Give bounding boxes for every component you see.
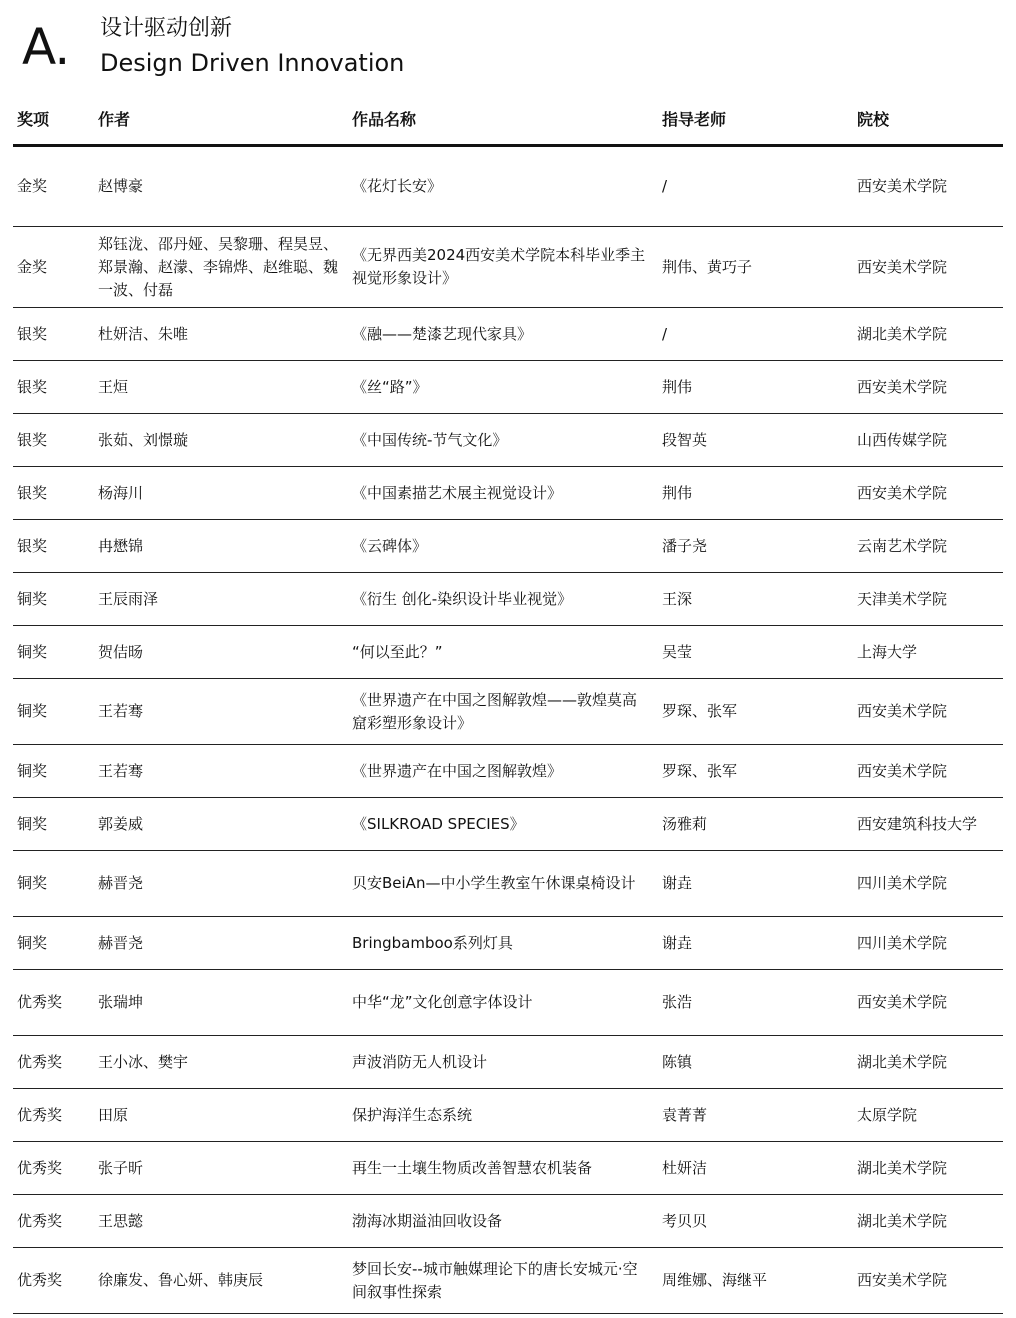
cell-school: 四川美术学院 [853, 917, 1003, 970]
cell-tutor: / [658, 308, 853, 361]
cell-award: 银奖 [13, 361, 94, 414]
cell-author: 田原 [94, 1089, 348, 1142]
cell-school: 西安美术学院 [853, 745, 1003, 798]
cell-author: 王若骞 [94, 745, 348, 798]
awards-table [13, 92, 1003, 1314]
cell-author: 张瑞坤 [94, 970, 348, 1036]
cell-award: 铜奖 [13, 798, 94, 851]
cell-author: 冉懋锦 [94, 520, 348, 573]
cell-award: 铜奖 [13, 679, 94, 745]
cell-author: 杨海川 [94, 467, 348, 520]
cell-school: 湖北美术学院 [853, 1036, 1003, 1089]
table-row [13, 970, 1003, 1036]
table-row [13, 917, 1003, 970]
cell-award: 铜奖 [13, 745, 94, 798]
cell-tutor: 谢垚 [658, 917, 853, 970]
cell-school: 西安美术学院 [853, 467, 1003, 520]
cell-work: “何以至此？” [348, 626, 658, 679]
cell-school: 西安美术学院 [853, 679, 1003, 745]
cell-work: 《无界西美2024西安美术学院本科毕业季主视觉形象设计》 [348, 227, 658, 308]
cell-tutor: 汤雅莉 [658, 798, 853, 851]
cell-author: 赵博豪 [94, 146, 348, 227]
table-row [13, 146, 1003, 227]
cell-tutor: 罗琛、张军 [658, 745, 853, 798]
cell-award: 银奖 [13, 308, 94, 361]
cell-school: 太原学院 [853, 1089, 1003, 1142]
table-row [13, 414, 1003, 467]
cell-tutor: 荆伟、黄巧子 [658, 227, 853, 308]
cell-award: 铜奖 [13, 573, 94, 626]
table-row [13, 573, 1003, 626]
cell-work: 中华“龙”文化创意字体设计 [348, 970, 658, 1036]
cell-tutor: 谢垚 [658, 851, 853, 917]
cell-school: 湖北美术学院 [853, 308, 1003, 361]
cell-school: 湖北美术学院 [853, 1142, 1003, 1195]
cell-tutor: 段智英 [658, 414, 853, 467]
cell-tutor: 荆伟 [658, 467, 853, 520]
cell-work: 《丝“路”》 [348, 361, 658, 414]
cell-work: 《世界遗产在中国之图解敦煌》 [348, 745, 658, 798]
cell-work: 贝安BeiAn—中小学生教室午休课桌椅设计 [348, 851, 658, 917]
header-author: 作者 [94, 92, 348, 146]
table-header-row [13, 92, 1003, 146]
cell-award: 银奖 [13, 520, 94, 573]
cell-work: 渤海冰期溢油回收设备 [348, 1195, 658, 1248]
cell-author: 赫晋尧 [94, 917, 348, 970]
cell-author: 杜妍洁、朱唯 [94, 308, 348, 361]
header-work: 作品名称 [348, 92, 658, 146]
table-row [13, 626, 1003, 679]
cell-school: 西安美术学院 [853, 361, 1003, 414]
cell-school: 西安美术学院 [853, 227, 1003, 308]
cell-school: 四川美术学院 [853, 851, 1003, 917]
cell-award: 优秀奖 [13, 1248, 94, 1314]
section-title-english: Design Driven Innovation [100, 49, 405, 77]
cell-award: 优秀奖 [13, 1195, 94, 1248]
cell-author: 王辰雨泽 [94, 573, 348, 626]
table-row [13, 227, 1003, 308]
cell-work: 《SILKROAD SPECIES》 [348, 798, 658, 851]
section-title-chinese: 设计驱动创新 [100, 16, 233, 41]
cell-author: 王若骞 [94, 679, 348, 745]
cell-award: 优秀奖 [13, 970, 94, 1036]
cell-author: 张茹、刘憬璇 [94, 414, 348, 467]
cell-award: 银奖 [13, 414, 94, 467]
cell-work: 再生一土壤生物质改善智慧农机装备 [348, 1142, 658, 1195]
cell-school: 湖北美术学院 [853, 1195, 1003, 1248]
cell-tutor: 杜妍洁 [658, 1142, 853, 1195]
cell-award: 优秀奖 [13, 1089, 94, 1142]
cell-author: 郑钰泷、邵丹娅、吴黎珊、程昊昱、郑景瀚、赵濛、李锦烨、赵维聪、魏一波、付磊 [94, 227, 348, 308]
cell-author: 赫晋尧 [94, 851, 348, 917]
cell-tutor: 罗琛、张军 [658, 679, 853, 745]
section-letter: A. [22, 18, 70, 76]
cell-school: 云南艺术学院 [853, 520, 1003, 573]
table-row [13, 520, 1003, 573]
cell-author: 王小冰、樊宇 [94, 1036, 348, 1089]
cell-award: 优秀奖 [13, 1036, 94, 1089]
cell-tutor: 张浩 [658, 970, 853, 1036]
cell-tutor: 考贝贝 [658, 1195, 853, 1248]
cell-work: 《衍生 创化-染织设计毕业视觉》 [348, 573, 658, 626]
cell-tutor: / [658, 146, 853, 227]
cell-tutor: 潘子尧 [658, 520, 853, 573]
cell-school: 天津美术学院 [853, 573, 1003, 626]
table-body [13, 146, 1003, 1314]
cell-work: 《世界遗产在中国之图解敦煌——敦煌莫高窟彩塑形象设计》 [348, 679, 658, 745]
cell-award: 银奖 [13, 467, 94, 520]
cell-school: 山西传媒学院 [853, 414, 1003, 467]
cell-work: 保护海洋生态系统 [348, 1089, 658, 1142]
cell-tutor: 周维娜、海继平 [658, 1248, 853, 1314]
cell-award: 金奖 [13, 146, 94, 227]
cell-school: 西安美术学院 [853, 146, 1003, 227]
table-row [13, 1195, 1003, 1248]
table-row [13, 1248, 1003, 1314]
cell-work: Bringbamboo系列灯具 [348, 917, 658, 970]
table-row [13, 467, 1003, 520]
cell-award: 铜奖 [13, 851, 94, 917]
cell-work: 《花灯长安》 [348, 146, 658, 227]
cell-award: 铜奖 [13, 917, 94, 970]
table-row [13, 1142, 1003, 1195]
cell-author: 王烜 [94, 361, 348, 414]
cell-author: 贺佶旸 [94, 626, 348, 679]
cell-tutor: 吴莹 [658, 626, 853, 679]
cell-tutor: 袁菁菁 [658, 1089, 853, 1142]
cell-author: 郭姜威 [94, 798, 348, 851]
header-tutor: 指导老师 [658, 92, 853, 146]
table-row [13, 1036, 1003, 1089]
cell-tutor: 王深 [658, 573, 853, 626]
cell-author: 王思懿 [94, 1195, 348, 1248]
cell-award: 金奖 [13, 227, 94, 308]
cell-school: 西安建筑科技大学 [853, 798, 1003, 851]
cell-author: 张子昕 [94, 1142, 348, 1195]
table-row [13, 851, 1003, 917]
cell-work: 声波消防无人机设计 [348, 1036, 658, 1089]
table-row [13, 308, 1003, 361]
header-award: 奖项 [13, 92, 94, 146]
cell-award: 优秀奖 [13, 1142, 94, 1195]
header-school: 院校 [853, 92, 1003, 146]
table-row [13, 679, 1003, 745]
cell-school: 西安美术学院 [853, 970, 1003, 1036]
cell-work: 梦回长安--城市触媒理论下的唐长安城元·空间叙事性探索 [348, 1248, 658, 1314]
table-row [13, 798, 1003, 851]
table-row [13, 1089, 1003, 1142]
cell-work: 《中国素描艺术展主视觉设计》 [348, 467, 658, 520]
cell-school: 西安美术学院 [853, 1248, 1003, 1314]
cell-tutor: 荆伟 [658, 361, 853, 414]
cell-work: 《中国传统-节气文化》 [348, 414, 658, 467]
cell-school: 上海大学 [853, 626, 1003, 679]
cell-work: 《融——楚漆艺现代家具》 [348, 308, 658, 361]
table-row [13, 745, 1003, 798]
cell-work: 《云碑体》 [348, 520, 658, 573]
cell-award: 铜奖 [13, 626, 94, 679]
cell-tutor: 陈镇 [658, 1036, 853, 1089]
table-row [13, 361, 1003, 414]
cell-author: 徐廉发、鲁心妍、韩庚辰 [94, 1248, 348, 1314]
